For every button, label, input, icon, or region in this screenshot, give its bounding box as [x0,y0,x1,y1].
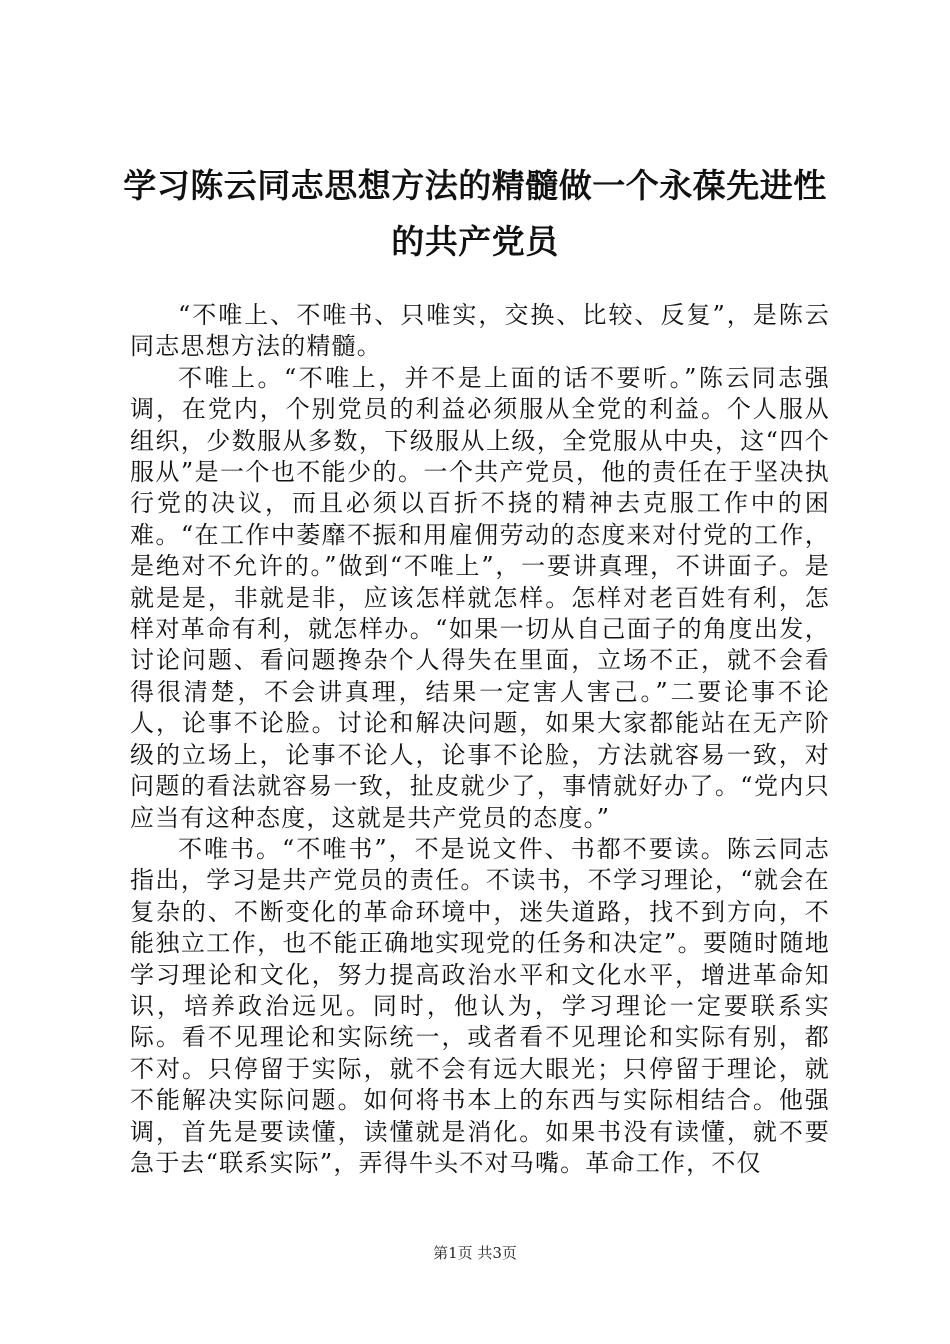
document-body [130,300,830,1179]
page-footer: 第1页 共3页 [433,1244,517,1262]
paragraph-3: 不唯书。“不唯书”，不是说文件、书都不要读。陈云同志指出，学习是共产党员的责任。不读书，不学习理论，“就会在复杂的、不断变化的革命环境中，迷失道路，找不到方向，不能独立工作，也不能正确地实现党的任务和决定”。要随时随地学习理论和文化，努力提高政治水平和文化水平，增进革命知识，培养政治远见。同时，他认为，学习理论一定要联系实际。看不见理论和实际统一，或者看不见理论和实际有别，都不对。只停留于实际，就不会有远大眼光；只停留于理论，就不能解决实际问题。如何将书本上的东西与实际相结合。他强调，首先是要读懂，读懂就是消化。如果书没有读懂，就不要急于去“联系实际”，弄得牛头不对马嘴。革命工作，不仅 [130,834,830,1177]
paragraph-2: 不唯上。“不唯上，并不是上面的话不要听。”陈云同志强调，在党内，个别党员的利益必须服从全党的利益。个人服从组织，少数服从多数，下级服从上级，全党服从中央，这“四个服从”是一个也不能少的。一个共产党员，他的责任在于坚决执行党的决议，而且必须以百折不挠的精神去克服工作中的困难。“在工作中萎靡不振和用雇佣劳动的态度来对付党的工作，是绝对不允许的。”做到“不唯上”，一要讲真理，不讲面子。是就是是，非就是非，应该怎样就怎样。怎样对老百姓有利，怎样对革命有利，就怎样办。“如果一切从自己面子的角度出发，讨论问题、看问题搀杂个人得失在里面，立场不正，就不会看得很清楚，不会讲真理，结果一定害人害己。”二要论事不论人，论事不论脸。讨论和解决问题，如果大家都能站在无产阶级的立场上，论事不论人，论事不论脸，方法就容易一致，对问题的看法就容易一致，扯皮就少了，事情就好办了。“党内只应当有这种态度，这就是共产党员的态度。” [130,363,830,832]
paragraph-1: “不唯上、不唯书、只唯实，交换、比较、反复”，是陈云同志思想方法的精髓。 [130,301,830,361]
document-title: 学习陈云同志思想方法的精髓做一个永葆先进性的共产党员 [123,166,827,261]
